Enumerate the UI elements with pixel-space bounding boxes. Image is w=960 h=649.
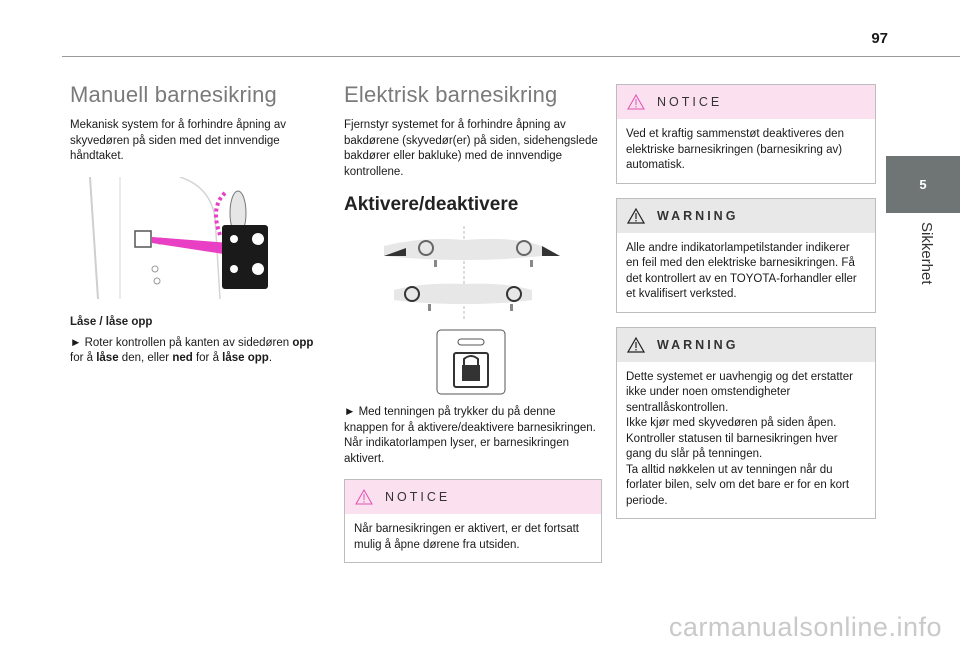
activate-heading: Aktivere/deaktivere — [344, 194, 519, 215]
step-part-bold: låse — [96, 352, 119, 364]
notice-box — [344, 479, 602, 563]
top-divider — [62, 56, 960, 57]
warning-line: Kontroller statusen til barnesikringen hver gang du slår på tenningen. — [626, 432, 838, 460]
intro-text: Mekanisk system for å forhindre åpning av skyvedøren på siden med det innvendige håndtaket. — [70, 119, 287, 162]
section-title: Elektrisk barnesikring — [344, 82, 558, 107]
step-part-bold: låse opp — [222, 352, 269, 364]
section-title: Manuell barnesikring — [70, 82, 277, 107]
notice-box — [616, 84, 876, 184]
door-child-lock-illustration — [80, 177, 270, 299]
intro-text: Fjernstyr systemet for å forhindre åpning av bakdørene (skyvedør(er) på siden, sidehengslede bakdører eller bakluke) med de innvendige kontrollene. — [344, 119, 598, 178]
warning-title: WARNING — [657, 337, 739, 352]
chapter-label — [886, 218, 960, 308]
door-configurations-illustration — [364, 226, 564, 320]
warning-line: Ta alltid nøkkelen ut av tenningen når du forlater bilen, selv om det bare er for en kort periode. — [626, 463, 850, 507]
step-part: for å — [192, 352, 223, 364]
step-part: Roter kontrollen på kanten av sidedøren — [81, 336, 293, 349]
warning-box — [616, 198, 876, 313]
watermark: carmanualsonline.info — [668, 612, 942, 642]
warning-box — [616, 327, 876, 520]
warning-header — [617, 199, 875, 233]
step-part-bold: ned — [172, 352, 193, 364]
bullet-arrow: ► — [70, 336, 82, 349]
child-lock-button-icon — [436, 329, 506, 395]
warning-line: Ikke kjør med skyvedøren på siden åpen. — [626, 417, 837, 429]
step-part: for å — [70, 352, 97, 364]
manual-child-lock-section — [70, 82, 328, 367]
notice-title: NOTICE — [385, 490, 451, 504]
instruction-text: ► Med tenningen på trykker du på denne knappen for å aktivere/deaktivere barnesikringen. — [344, 406, 596, 434]
subheading: Låse / låse opp — [70, 315, 153, 328]
notice-text: Ved et kraftig sammenstøt deaktiveres den elektriske barnesikringen (barnesikring av) automatisk. — [626, 128, 844, 171]
warning-triangle-icon — [627, 337, 645, 353]
warning-line: Dette systemet er uavhengig og det erstatter ikke under noen omstendigheter sentrallåskontrollen. — [626, 370, 853, 414]
page-number: 97 — [871, 30, 888, 47]
notice-header — [345, 480, 601, 514]
notices-column — [616, 84, 876, 519]
warning-triangle-icon — [627, 94, 645, 110]
step-part: . — [268, 352, 273, 364]
chapter-label-text: Sikkerhet — [918, 222, 935, 285]
electric-child-lock-section — [344, 82, 602, 563]
step-part-bold: opp — [292, 336, 314, 349]
step-text — [70, 336, 328, 367]
chapter-tab[interactable]: 5 — [886, 156, 960, 213]
notice-text: Når barnesikringen er aktivert, er det fortsatt mulig å åpne dørene fra utsiden. — [354, 523, 579, 551]
warning-title: WARNING — [657, 208, 739, 223]
warning-header — [617, 328, 875, 362]
warning-triangle-icon — [627, 208, 645, 224]
notice-header — [617, 85, 875, 119]
step-part: den, eller — [118, 352, 173, 364]
warning-triangle-icon — [355, 489, 373, 505]
warning-text: Alle andre indikatorlampetilstander indikerer en feil med den elektriske barnesikringen. Få det kontrollert av en TOYOTA-forhandler eller et kvalifisert verksted. — [626, 241, 857, 300]
notice-title: NOTICE — [657, 95, 723, 109]
instruction-text-2: Når indikatorlampen lyser, er barnesikringen aktivert. — [344, 437, 569, 465]
